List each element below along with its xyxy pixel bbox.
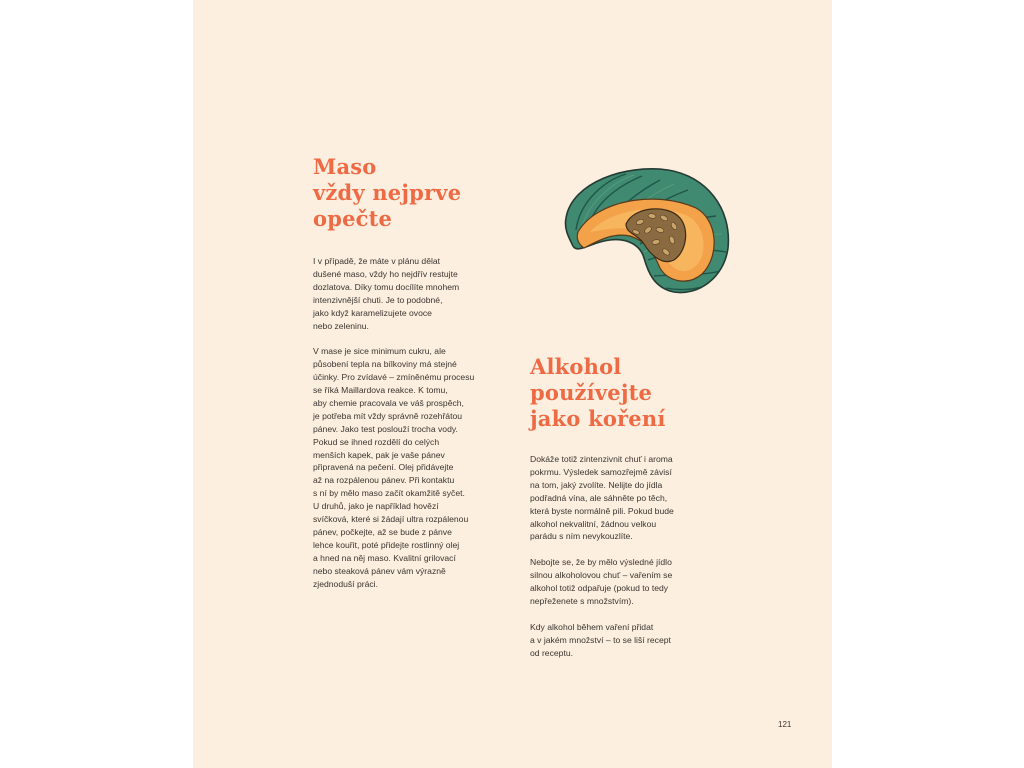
text-line: Pokud se ihned rozdělí do celých (313, 436, 440, 447)
text-line: dozlatova. Díky tomu docílíte mnohem (313, 281, 460, 292)
text-line: menších kapek, pak je vaše pánev (313, 449, 445, 460)
heading-line: používejte (530, 380, 653, 405)
text-line: nepřeženete s množstvím). (530, 595, 634, 606)
heading-line: vždy nejprve (313, 180, 462, 205)
text-line: I v případě, že máte v plánu dělat (313, 256, 441, 266)
text-line: nebo zeleninu. (313, 320, 369, 331)
heading-line: opečte (313, 206, 393, 231)
text-line: pánev, počkejte, až se bude z pánve (313, 527, 452, 538)
section-heading-alkohol (530, 354, 666, 432)
heading-line: jako koření (530, 406, 666, 431)
text-line: V mase je sice minimum cukru, ale (313, 346, 446, 357)
section-heading-maso (313, 154, 461, 232)
paragraph (530, 556, 674, 608)
text-line: alkohol nekvalitní, žádnou velkou (530, 518, 657, 529)
text-line: Dokáže totiž zintenzivnit chuť i aroma (530, 454, 673, 464)
pumpkin-slice-illustration (556, 160, 736, 300)
heading-line: Alkohol (530, 354, 622, 379)
text-line: s ní by mělo maso začít okamžitě syčet. (313, 488, 465, 499)
text-line: intenzivnější chuti. Je to podobné, (313, 294, 443, 305)
text-line: Nebojte se, že by mělo výsledné jídlo (530, 557, 672, 568)
text-line: a v jakém množství – to se liší recept (530, 634, 671, 645)
text-line: účinky. Pro zvídavé – zmíněnému procesu (313, 372, 475, 383)
text-line: Kdy alkohol během vaření přidat (530, 621, 654, 632)
page-number: 121 (778, 720, 792, 729)
text-line: aby chemie pracovala ve váš prospěch, (313, 397, 464, 408)
text-line: lehce kouřit, poté přidejte rostlinný olej (313, 539, 460, 550)
text-line: svíčková, které si žádají ultra rozpálenou (313, 514, 469, 525)
section-body-maso (313, 255, 474, 591)
paragraph (530, 621, 674, 660)
text-line: na tom, jaký zvolíte. Nelijte do jídla (530, 479, 663, 490)
text-line: podřadná vína, ale sáhněte po těch, (530, 492, 668, 503)
paragraph (313, 345, 474, 590)
book-page (193, 0, 832, 768)
paragraph (313, 255, 474, 332)
text-line: od receptu. (530, 647, 573, 658)
text-line: jako když karamelizujete ovoce (313, 307, 432, 318)
section-body-alkohol (530, 453, 674, 659)
text-line: U druhů, jako je například hovězí (313, 501, 439, 512)
text-line: se říká Maillardova reakce. K tomu, (313, 385, 448, 396)
text-line: která byste normálně pili. Pokud bude (530, 505, 674, 516)
text-line: působení tepla na bílkoviny má stejné (313, 359, 457, 370)
heading-line: Maso (313, 154, 377, 179)
text-line: alkohol totiž odpařuje (pokud to tedy (530, 583, 669, 594)
text-line: je potřeba mít vždy správně rozehřátou (313, 410, 463, 421)
text-line: pokrmu. Výsledek samozřejmě závisí (530, 466, 672, 477)
text-line: zjednoduší práci. (313, 578, 378, 589)
paragraph (530, 453, 674, 543)
text-line: pánev. Jako test poslouží trocha vody. (313, 423, 458, 434)
text-line: silnou alkoholovou chuť – vařením se (530, 570, 673, 581)
text-line: až na rozpálenou pánev. Při kontaktu (313, 475, 455, 486)
text-line: nebo steaková pánev vám výrazně (313, 565, 446, 576)
text-line: parádu s ním nevykouzlíte. (530, 531, 633, 542)
text-line: dušené maso, vždy ho nejdřív restujte (313, 268, 458, 279)
text-line: a hned na něj maso. Kvalitní grilovací (313, 552, 456, 563)
text-line: připravená na pečení. Olej přidávejte (313, 462, 454, 473)
